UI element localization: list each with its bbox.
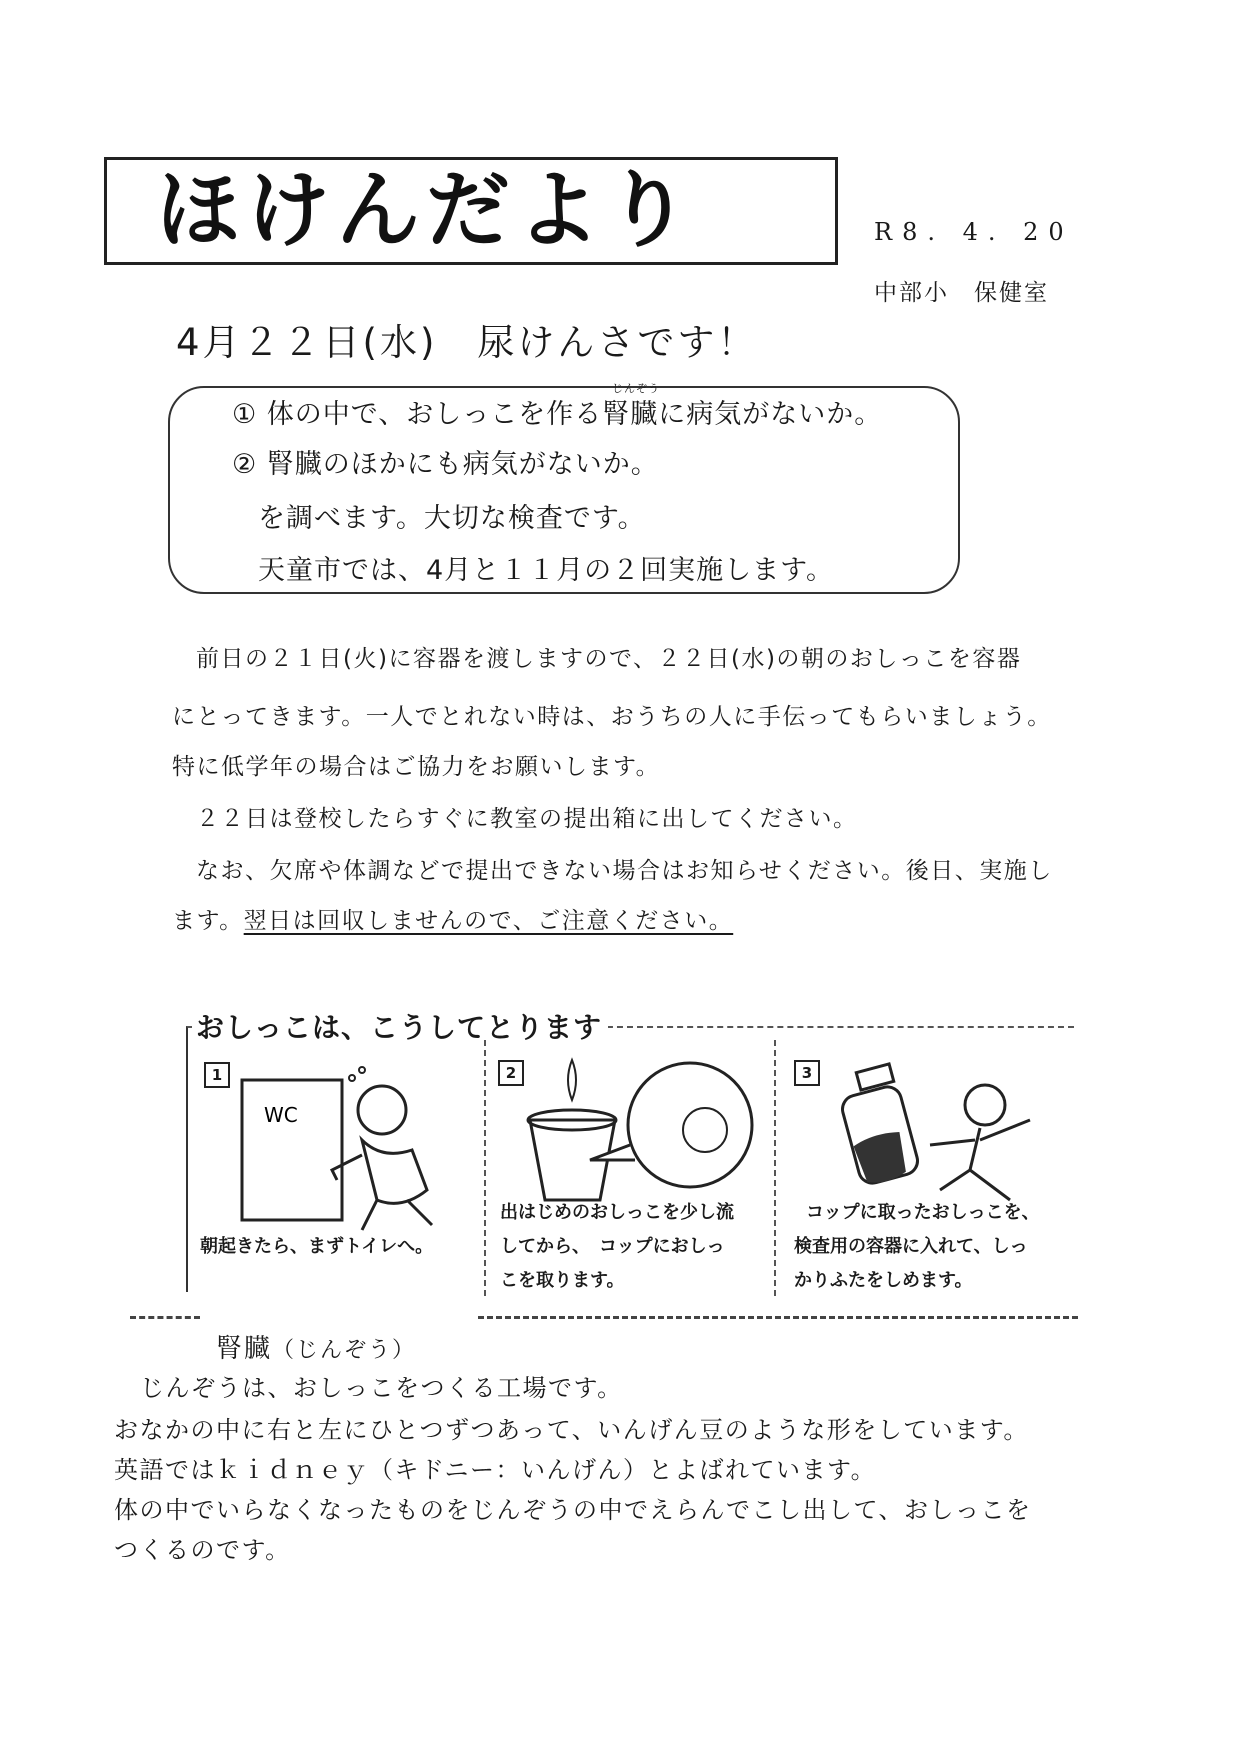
toilet-door-illustration	[212, 1060, 462, 1250]
school-office: 中部小 保健室	[874, 280, 1049, 306]
step-divider-2	[774, 1040, 776, 1296]
kidney-line-2: おなかの中に右と左にひとつずつあって、いんげん豆のような形をしています。	[114, 1416, 1029, 1444]
kidney-line-4: 体の中でいらなくなったものをじんぞうの中でえらんでこし出して、おしっこを	[114, 1496, 1032, 1524]
step-3-caption-2: 検査用の容器に入れて、しっ	[794, 1236, 1028, 1257]
body-p1-line1: 前日の２１日(火)に容器を渡しますので、２２日(水)の朝のおしっこを容器	[196, 646, 1022, 672]
headline: 4月２２日(水) 尿けんさです！	[176, 321, 758, 364]
dashed-rule-left	[130, 1316, 200, 1319]
dashed-rule-bottom	[478, 1316, 1078, 1319]
purpose-line-3: を調べます。大切な検査です。	[258, 503, 646, 534]
step-2-caption-3: こを取ります。	[500, 1270, 625, 1291]
body-p3-line1: なお、欠席や体調などで提出できない場合はお知らせください。後日、実施し	[196, 858, 1053, 884]
ruby-jinzou: じんぞう	[612, 382, 660, 395]
step-2-number: 2	[498, 1060, 524, 1086]
issue-date: R8. 4. 20	[874, 218, 1074, 246]
step-1-number: 1	[204, 1062, 230, 1088]
purpose-line-4: 天童市では、4月と１１月の２回実施します。	[258, 555, 835, 586]
purpose-line-1: ① 体の中で、おしっこを作る腎臓に病気がないか。	[232, 399, 883, 430]
kidney-line-1: じんぞうは、おしっこをつくる工場です。	[140, 1374, 623, 1402]
kidney-title: 腎臓	[216, 1334, 273, 1364]
body-p3-line2-start: ます。	[172, 908, 244, 934]
body-p2: ２２日は登校したらすぐに教室の提出箱に出してください。	[196, 806, 858, 832]
step-3-caption-3: かりふたをしめます。	[794, 1270, 973, 1291]
body-p1-line2: にとってきます。一人でとれない時は、おうちの人に手伝ってもらいましょう。	[172, 704, 1052, 730]
step-1-caption: 朝起きたら、まずトイレへ。	[200, 1236, 434, 1257]
container-runner-illustration	[810, 1060, 1070, 1210]
body-p3-line2-underlined: 翌日は回収しませんので、ご注意ください。	[243, 908, 734, 934]
kidney-line-3: 英語ではｋｉｄｎｅｙ（キドニー：いんげん）とよばれています。	[114, 1456, 877, 1484]
illustration-title: おしっこは、こうしてとります	[196, 1006, 608, 1046]
step-3-caption-1: コップに取ったおしっこを、	[806, 1202, 1040, 1223]
cup-illustration	[510, 1050, 760, 1210]
kidney-heading	[216, 1328, 416, 1365]
step-divider-1	[484, 1040, 486, 1296]
body-p1-line3: 特に低学年の場合はご協力をお願いします。	[172, 754, 661, 780]
purpose-line-2: ② 腎臓のほかにも病気がないか。	[232, 449, 659, 480]
body-p3-line2	[172, 902, 733, 935]
kidney-line-5: つくるのです。	[114, 1536, 291, 1564]
step-2-caption-2: してから、 コップにおしっ	[500, 1236, 725, 1257]
page-title: ほけんだより	[156, 161, 697, 259]
step-3-number: 3	[794, 1060, 820, 1086]
kidney-reading: （じんぞう）	[272, 1338, 417, 1363]
step-2-caption-1: 出はじめのおしっこを少し流	[500, 1202, 734, 1223]
wc-sign: WC	[264, 1103, 298, 1127]
